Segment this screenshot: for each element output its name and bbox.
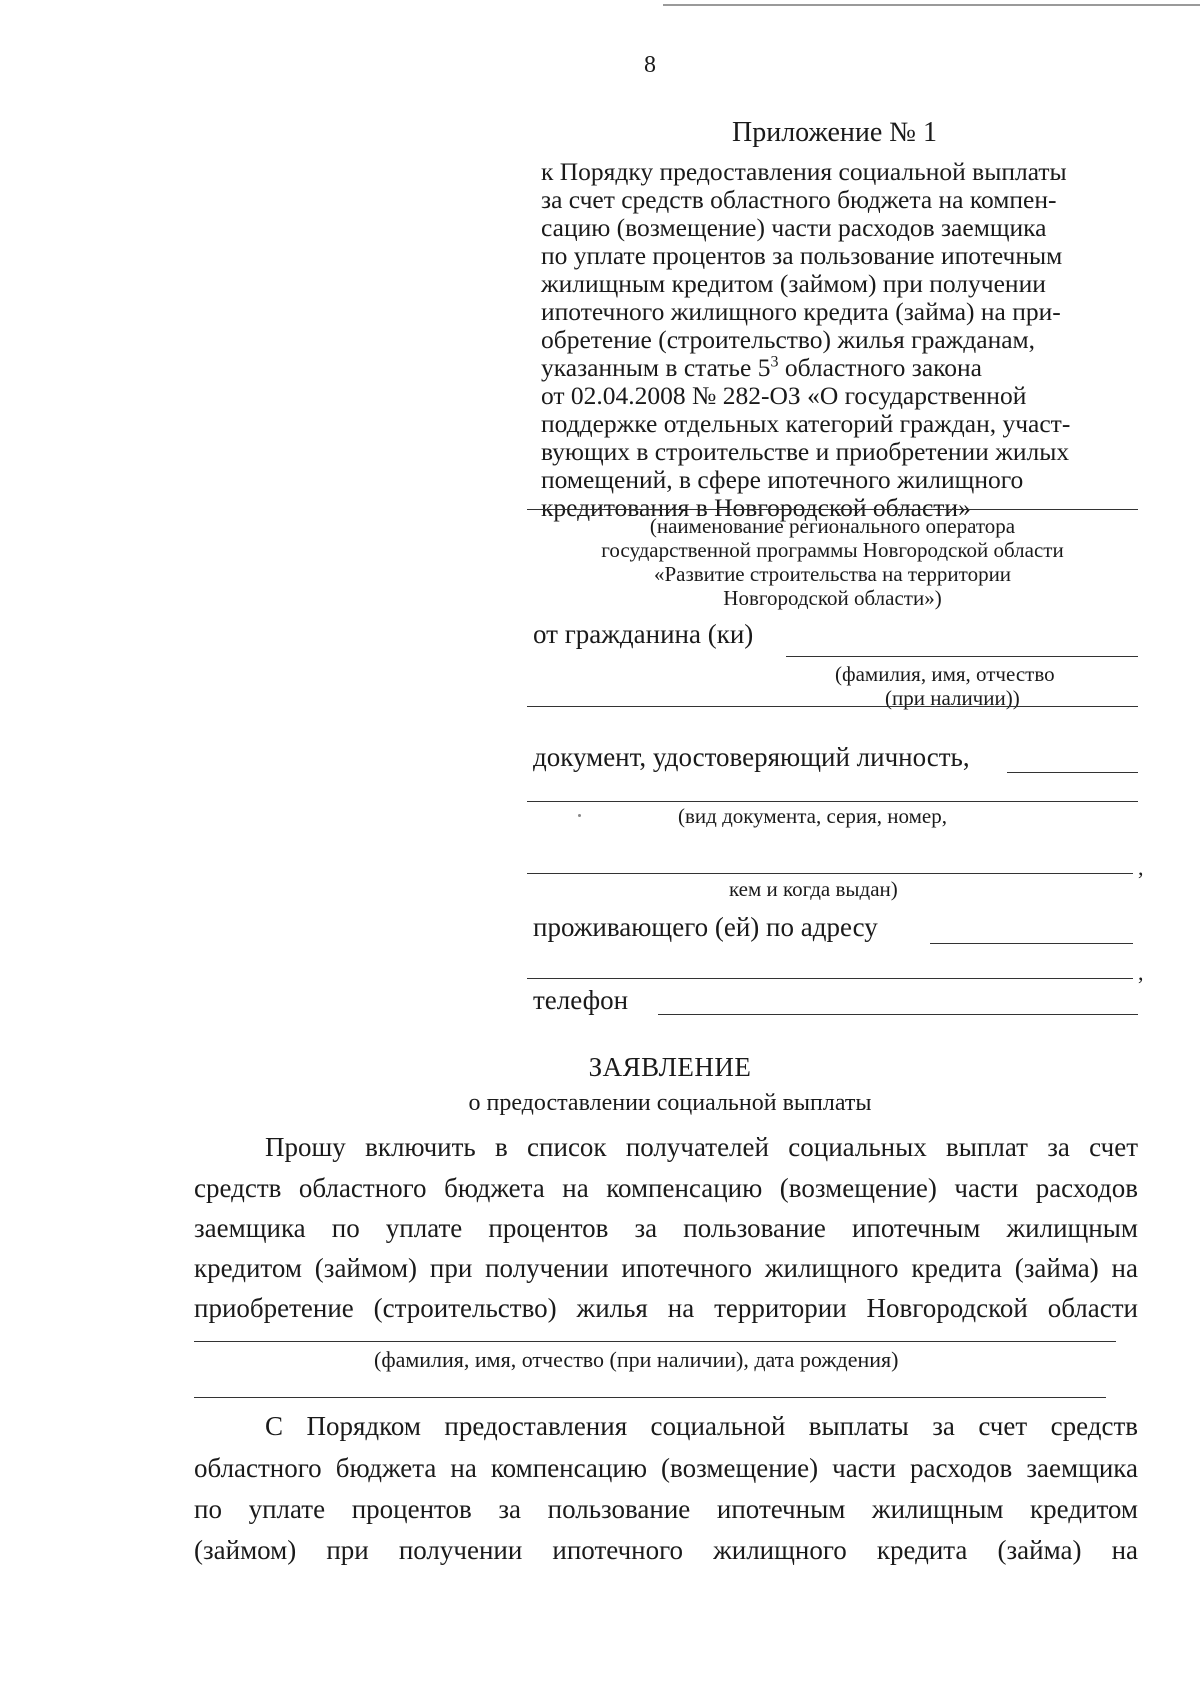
name-caption-optional: (при наличии)) [885,686,1020,710]
phone-field[interactable] [658,1014,1138,1015]
caption-line: Новгородской области») [723,586,942,610]
comma: , [1138,960,1144,985]
person-caption: (фамилия, имя, отчество (при наличии), дата рождения) [374,1347,899,1372]
appendix-line: от 02.04.2008 № 282-ОЗ «О государственной [541,381,1027,410]
appendix-line: за счет средств областного бюджета на компен- [541,185,1057,214]
appendix-line: жилищным кредитом (займом) при получении [541,269,1046,298]
appendix-line-article [541,355,982,381]
paragraph-line: Прошу включить в список получателей социальных выплат за счет [265,1132,1138,1162]
applicant-name-field-2[interactable] [194,1397,1106,1398]
paragraph-line: (займом) при получении ипотечного жилищного кредита (займа) на [194,1535,1138,1565]
appendix-line: вующих в строительстве и приобретении жилых [541,437,1070,466]
appendix-line: поддержке отдельных категорий граждан, участ- [541,409,1071,438]
operator-name-field[interactable] [527,509,1138,510]
document-issuer-caption: кем и когда выдан) [729,877,898,901]
appendix-line: помещений, в сфере ипотечного жилищного [541,465,1024,494]
appendix-line: ипотечного жилищного кредита (займа) на при- [541,297,1061,326]
page-number: 8 [644,52,656,78]
identity-document-label: документ, удостоверяющий личность, [533,742,970,772]
applicant-name-field[interactable] [194,1341,1116,1342]
appendix-title: Приложение № 1 [732,117,937,148]
paragraph-line: областного бюджета на компенсацию (возмещение) части расходов заемщика [194,1453,1138,1483]
name-caption: (фамилия, имя, отчество [835,662,1055,686]
paragraph-line: заемщика по уплате процентов за пользование ипотечным жилищным [194,1213,1138,1243]
paragraph-line: средств областного бюджета на компенсацию (возмещение) части расходов [194,1173,1138,1203]
caption-line: (наименование регионального оператора [649,514,1016,538]
paragraph-line: С Порядком предоставления социальной выплаты за счет средств [265,1411,1138,1441]
paragraph-line: по уплате процентов за пользование ипотечным жилищным кредитом [194,1494,1138,1524]
appendix-line: сацию (возмещение) части расходов заемщика [541,213,1047,242]
appendix-line: к Порядку предоставления социальной выплаты [541,157,1067,186]
article-text: указанным в статье 5 [541,353,771,382]
citizen-name-field[interactable] [786,656,1138,657]
address-label: проживающего (ей) по адресу [533,912,878,942]
address-field[interactable] [930,943,1133,944]
address-field-2[interactable] [527,978,1133,979]
identity-document-field-2[interactable] [527,801,1138,802]
document-caption: (вид документа, серия, номер, [678,804,947,828]
caption-line: «Развитие строительства на территории [653,562,1012,586]
comma: , [1138,855,1144,880]
article-tail: областного закона [778,353,982,382]
appendix-line: по уплате процентов за пользование ипотечным [541,241,1063,270]
top-edge-rule [663,4,1200,6]
appendix-line: кредитования в Новгородской области» [541,493,971,522]
paragraph-line: кредитом (займом) при получении ипотечного жилищного кредита (займа) на [194,1253,1138,1283]
citizen-name-field-2[interactable] [527,706,1138,707]
phone-label: телефон [533,985,629,1015]
document-issuer-field[interactable] [527,873,1133,874]
statement-subtitle: о предоставлении социальной выплаты [468,1090,872,1116]
statement-title: ЗАЯВЛЕНИЕ [588,1052,752,1082]
identity-document-field[interactable] [1007,772,1138,773]
scan-speck [578,814,581,817]
from-citizen-label: от гражданина (ки) [533,619,754,649]
paragraph-line: приобретение (строительство) жилья на территории Новгородской области [194,1293,1138,1323]
caption-line: государственной программы Новгородской области [601,538,1064,562]
article-superscript: 3 [770,353,779,371]
appendix-line: обретение (строительство) жилья гражданам, [541,325,1036,354]
